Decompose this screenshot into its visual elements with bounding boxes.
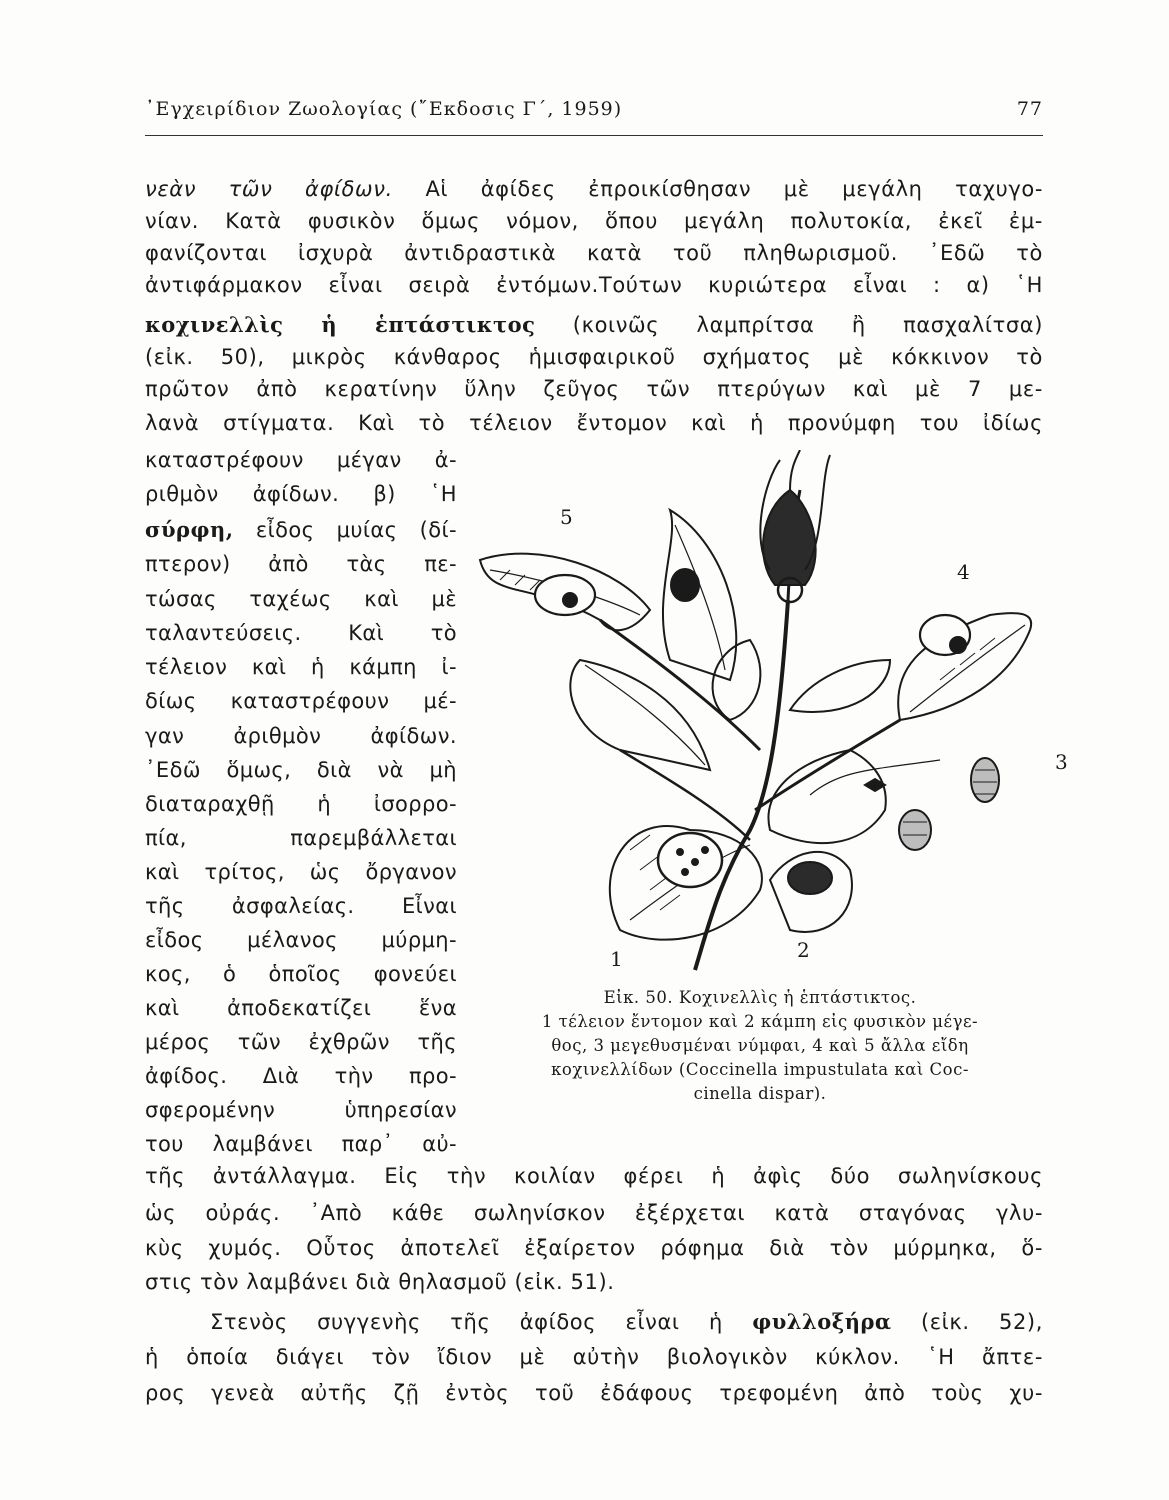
column-line: τώσας ταχέως καὶ μὲ	[145, 587, 457, 611]
column-line: κος, ὁ ὁποῖος φονεύει	[145, 962, 457, 986]
text-line: φανίζονται ἰσχυρὰ ἀντιδραστικὰ κατὰ τοῦ πληθωρισμοῦ. ᾿Εδῶ τὸ	[145, 241, 1043, 265]
column-line: ᾿Εδῶ ὅμως, διὰ νὰ μὴ	[145, 758, 457, 782]
text-line: ὡς οὐράς. ᾿Απὸ κάθε σωληνίσκον ἐξέρχεται κατὰ σταγόνας γλυ-	[145, 1201, 1043, 1225]
column-line: μέρος τῶν ἐχθρῶν τῆς	[145, 1030, 457, 1054]
figure-label-2: 2	[797, 938, 810, 962]
text-line: κοχινελλὶς ἡ ἑπτάστικτος (κοινῶς λαμπρίτσα ἢ πασχαλίτσα)	[145, 312, 1043, 337]
caption-line: θος, 3 μεγεθυσμέναι νύμφαι, 4 καὶ 5 ἄλλα εἴδη	[551, 1036, 969, 1055]
text-line: ἡ ὁποία διάγει τὸν ἴδιον μὲ αὐτὴν βιολογικὸν κύκλον. ῾Η ἄπτε-	[145, 1345, 1043, 1369]
page-number: 77	[1016, 98, 1043, 120]
caption-line: cinella dispar).	[693, 1084, 827, 1103]
text-line: νεὰν τῶν ἀφίδων. Αἱ ἀφίδες ἐπροικίσθησαν μὲ μεγάλη ταχυγο-	[145, 177, 1043, 201]
column-line: καὶ τρίτος, ὡς ὄργανον	[145, 860, 457, 884]
text-line: κὺς χυμός. Οὗτος ἀποτελεῖ ἐξαίρετον ρόφημα διὰ τὸν μύρμηκα, ὅ-	[145, 1236, 1043, 1260]
figure-label-4: 4	[957, 560, 970, 584]
column-line: δίως καταστρέφουν μέ-	[145, 689, 457, 713]
text-line: ἀντιφάρμακον εἶναι σειρὰ ἐντόμων.Τούτων κυριώτερα εἶναι : α) ῾Η	[145, 273, 1043, 297]
text-line: (εἰκ. 50), μικρὸς κάνθαρος ἡμισφαιρικοῦ σχήματος μὲ κόκκινον τὸ	[145, 345, 1043, 369]
column-line: καταστρέφουν μέγαν ἀ-	[145, 448, 457, 472]
figure-caption	[470, 986, 1050, 1106]
column-line: σφερομένην ὑπηρεσίαν	[145, 1098, 457, 1122]
column-line: ἀφίδος. Διὰ τὴν προ-	[145, 1064, 457, 1088]
header-rule	[145, 135, 1043, 136]
text-line: νίαν. Κατὰ φυσικὸν ὅμως νόμον, ὅπου μεγάλη πολυτοκία, ἐκεῖ ἐμ-	[145, 209, 1043, 233]
text-line: πρῶτον ἀπὸ κερατίνην ὕλην ζεῦγος τῶν πτερύγων καὶ μὲ 7 με-	[145, 377, 1043, 401]
column-line: καὶ ἀποδεκατίζει ἕνα	[145, 996, 457, 1020]
column-line: ριθμὸν ἀφίδων. β) ῾Η	[145, 482, 457, 506]
figure-rose-branch-ladybugs	[470, 450, 1068, 980]
column-line: πία, παρεμβάλλεται	[145, 826, 457, 850]
column-line: εἶδος μέλανος μύρμη-	[145, 928, 457, 952]
column-line: τέλειον καὶ ἡ κάμπη ἰ-	[145, 655, 457, 679]
figure-label-1: 1	[610, 947, 623, 971]
column-line: γαν ἀριθμὸν ἀφίδων.	[145, 724, 457, 748]
caption-line: 1 τέλειον ἔντομον καὶ 2 κάμπη εἰς φυσικὸν μέγε-	[541, 1012, 979, 1031]
book-title: ᾿Εγχειρίδιον Ζωολογίας (῎Εκδοσις Γ΄, 1959)	[145, 98, 623, 120]
column-line: διαταραχθῇ ἡ ἰσορρο-	[145, 792, 457, 816]
figure-label-3: 3	[1055, 750, 1068, 774]
column-line: σύρφη, εἶδος μυίας (δί-	[145, 517, 457, 542]
column-line: ταλαντεύσεις. Καὶ τὸ	[145, 621, 457, 645]
text-line: τῆς ἀντάλλαγμα. Εἰς τὴν κοιλίαν φέρει ἡ ἀφὶς δύο σωληνίσκους	[145, 1164, 1043, 1188]
text-line: λανὰ στίγματα. Καὶ τὸ τέλειον ἔντομον καὶ ἡ προνύμφη του ἰδίως	[145, 411, 1043, 435]
rose-branch-illustration	[470, 450, 1050, 980]
text-line: στις τὸν λαμβάνει διὰ θηλασμοῦ (εἰκ. 51).	[145, 1270, 615, 1294]
column-line: του λαμβάνει παρ᾿ αὐ-	[145, 1132, 457, 1156]
text-line: ρος γενεὰ αὐτῆς ζῇ ἐντὸς τοῦ ἐδάφους τρεφομένη ἀπὸ τοὺς χυ-	[145, 1381, 1043, 1405]
caption-line: Εἰκ. 50. Κοχινελλὶς ἡ ἑπτάστικτος.	[603, 988, 917, 1007]
figure-label-5: 5	[560, 505, 573, 529]
text-line: Στενὸς συγγενὴς τῆς ἀφίδος εἶναι ἡ φυλλοξήρα (εἰκ. 52),	[210, 1309, 1043, 1334]
caption-line: κοχινελλίδων (Coccinella impustulata καὶ Coc-	[551, 1060, 969, 1079]
column-line: πτερον) ἀπὸ τὰς πε-	[145, 552, 457, 576]
running-header	[145, 98, 1043, 130]
column-line: τῆς ἀσφαλείας. Εἶναι	[145, 894, 457, 918]
